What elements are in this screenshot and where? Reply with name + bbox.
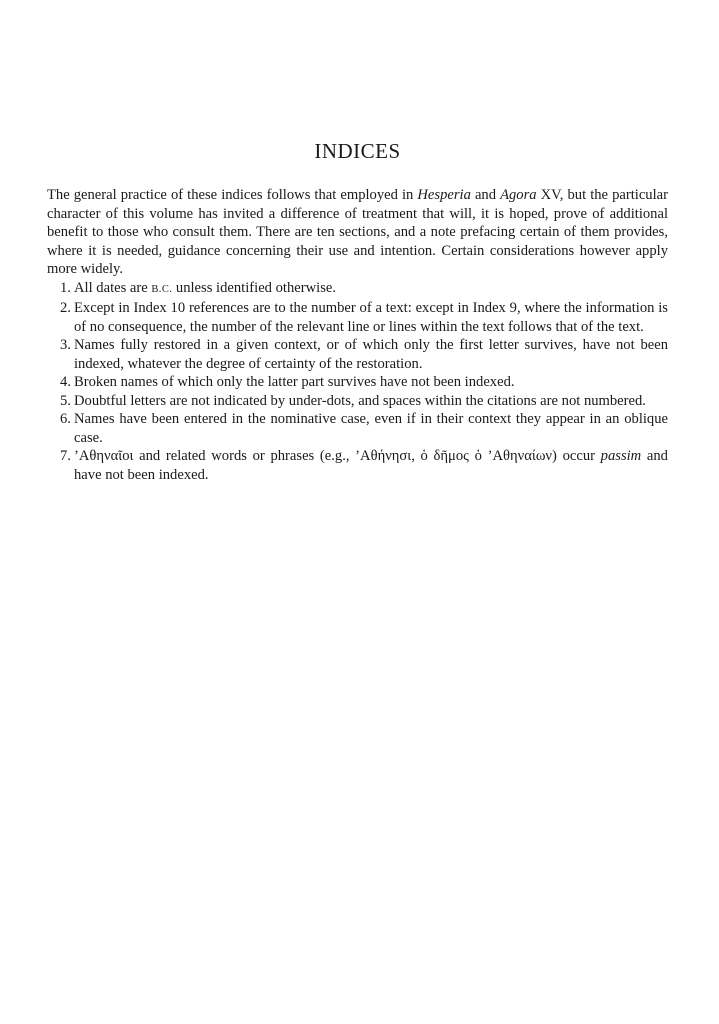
note-number: 6. (60, 411, 71, 427)
note-item-6 (47, 410, 668, 447)
note-number: 1. (60, 279, 71, 296)
note-text: Except in Index 10 references are to the number of a text: except in Index 9, where the information is of no consequence, the number of the relevant line or lines within the text follows that of the text. (74, 300, 668, 335)
note-text: ’Αθηναῖοι and related words or phrases (e.g., ’Αθήνησι, ὁ δῆμος ὁ ’Αθηναίων) occur (74, 448, 601, 464)
passim-word: passim (600, 448, 642, 464)
notes-list (47, 279, 668, 485)
note-text: Broken names of which only the latter part survives have not been indexed. (74, 374, 515, 390)
note-item-3 (47, 336, 668, 373)
bc-abbreviation: B.C. (151, 283, 173, 295)
note-text: Names fully restored in a given context, or of which only the first letter survives, have not been indexed, whatever the degree of certainty of the restoration. (74, 337, 668, 372)
intro-text-end: XV, but the particular character of this volume has invited a difference of treatment that will, it is hoped, prove of additional benefit to those who consult them. There are ten sections, and a note prefacing certain of them provides, where it is needed, guidance concerning their use and intention. Certain considerations however apply more widely. (47, 187, 669, 277)
note-text: Names have been entered in the nominative case, even if in their context they appear in an oblique case. (74, 411, 668, 446)
note-text: unless identified otherwise. (172, 279, 337, 296)
note-number: 5. (60, 392, 71, 409)
note-item-7 (47, 447, 668, 484)
note-text: All dates are (74, 279, 152, 296)
note-number: 2. (60, 300, 71, 316)
note-number: 7. (60, 448, 71, 464)
page-content (47, 138, 668, 484)
note-number: 3. (60, 337, 71, 353)
agora-title: Agora (500, 187, 537, 203)
note-item-2 (47, 299, 668, 336)
intro-paragraph (47, 186, 668, 279)
hesperia-title: Hesperia (417, 187, 471, 203)
intro-text-and: and (470, 187, 501, 203)
page-title: INDICES (314, 139, 401, 163)
note-item-4 (47, 373, 668, 392)
note-number: 4. (60, 374, 71, 390)
intro-text-start: The general practice of these indices follows that employed in (47, 187, 418, 203)
note-item-1 (47, 279, 668, 300)
note-item-5 (47, 392, 668, 411)
note-text: Doubtful letters are not indicated by under-dots, and spaces within the citations are not numbered. (74, 392, 646, 409)
note-text: and have not been indexed. (74, 448, 668, 483)
